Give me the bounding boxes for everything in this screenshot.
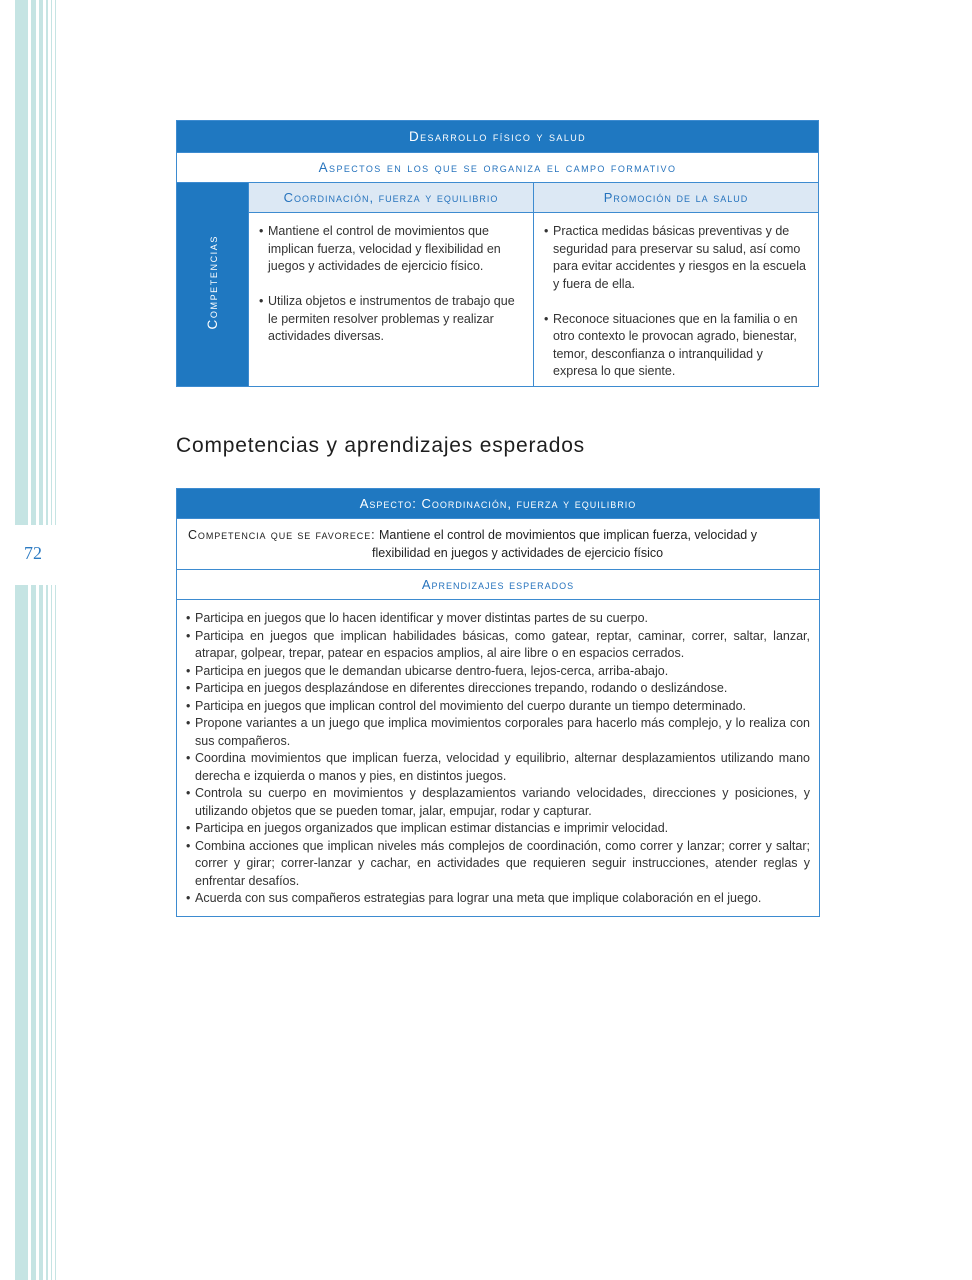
list-item: • Participa en juegos que implican control del movimiento del cuerpo durante un tiempo determinado. [186,698,810,716]
competencias-vertical-label: Competencias [205,234,220,329]
list-item: • Reconoce situaciones que en la familia o en otro contexto le provocan agrado, bienestar, temor, desconfianza o intranquilidad y expresa lo que siente. [544,311,810,381]
aprendizajes-header: Aprendizajes esperados [177,569,819,599]
competencias-side-cell [177,183,249,387]
list-item: • Controla su cuerpo en movimientos y desplazamientos variando velocidades, direcciones y posiciones, y utilizando objetos que se pueden tomar, jalar, empujar, rodar y capturar. [186,785,810,820]
competencias-coordinacion-cell [249,213,534,387]
list-item: • Participa en juegos organizados que implican estimar distancias e imprimir velocidad. [186,820,810,838]
competencia-label: Competencia que se favorece: [188,528,376,542]
column-header-coordinacion: Coordinación, fuerza y equilibrio [249,183,534,213]
competencias-promocion-cell [534,213,819,387]
campo-formativo-table [176,120,819,387]
competencias-coordinacion-list [249,213,533,351]
page-number: 72 [24,543,42,563]
competencias-promocion-list [534,213,818,386]
list-item: • Propone variantes a un juego que implica movimientos corporales para hacerlo más complejo, y lo realiza con sus compañeros. [186,715,810,750]
list-item: • Utiliza objetos e instrumentos de trabajo que le permiten resolver problemas y realizar actividades diversas. [259,293,525,346]
competencia-row [177,518,819,569]
section-heading: Competencias y aprendizajes esperados [176,434,585,457]
competencia-text: Mantiene el control de movimientos que implican fuerza, velocidad y flexibilidad en juegos y actividades de ejercicio físico [372,528,757,560]
margin-stripes-top [15,0,57,525]
list-item: • Participa en juegos que implican habilidades básicas, como gatear, reptar, caminar, correr, saltar, lanzar, atrapar, golpear, trepar, patear en espacios amplios, al aire libre o en espacios cerrados. [186,628,810,663]
list-item: • Acuerda con sus compañeros estrategias para lograr una meta que implique colaboración en el juego. [186,890,810,908]
aspecto-table [176,488,820,917]
list-item: • Practica medidas básicas preventivas y de seguridad para preservar su salud, así como para evitar accidentes y riesgos en la escuela y fuera de ella. [544,223,810,293]
list-item: • Coordina movimientos que implican fuerza, velocidad y equilibrio, alternar desplazamientos utilizando mano derecha e izquierda o manos y pies, en distintos juegos. [186,750,810,785]
list-item: • Combina acciones que implican niveles más complejos de coordinación, como correr y lanzar; correr y saltar; correr y girar; correr-lanzar y cachar, en actividades que requieren seguir instrucciones, atender reglas y enfrentar desafíos. [186,838,810,891]
aspecto-title: Aspecto: Coordinación, fuerza y equilibrio [177,489,819,518]
list-item: • Mantiene el control de movimientos que implican fuerza, velocidad y flexibilidad en juegos y actividades de ejercicio físico. [259,223,525,276]
list-item: • Participa en juegos que lo hacen identificar y mover distintas partes de su cuerpo. [186,610,810,628]
margin-stripes-bottom [15,585,57,1280]
table-subtitle: Aspectos en los que se organiza el campo formativo [177,153,819,183]
column-header-promocion: Promoción de la salud [534,183,819,213]
list-item: • Participa en juegos que le demandan ubicarse dentro-fuera, lejos-cerca, arriba-abajo. [186,663,810,681]
table-title: Desarrollo físico y salud [177,121,819,153]
aprendizajes-list [177,599,819,916]
list-item: • Participa en juegos desplazándose en diferentes direcciones trepando, rodando o deslizándose. [186,680,810,698]
